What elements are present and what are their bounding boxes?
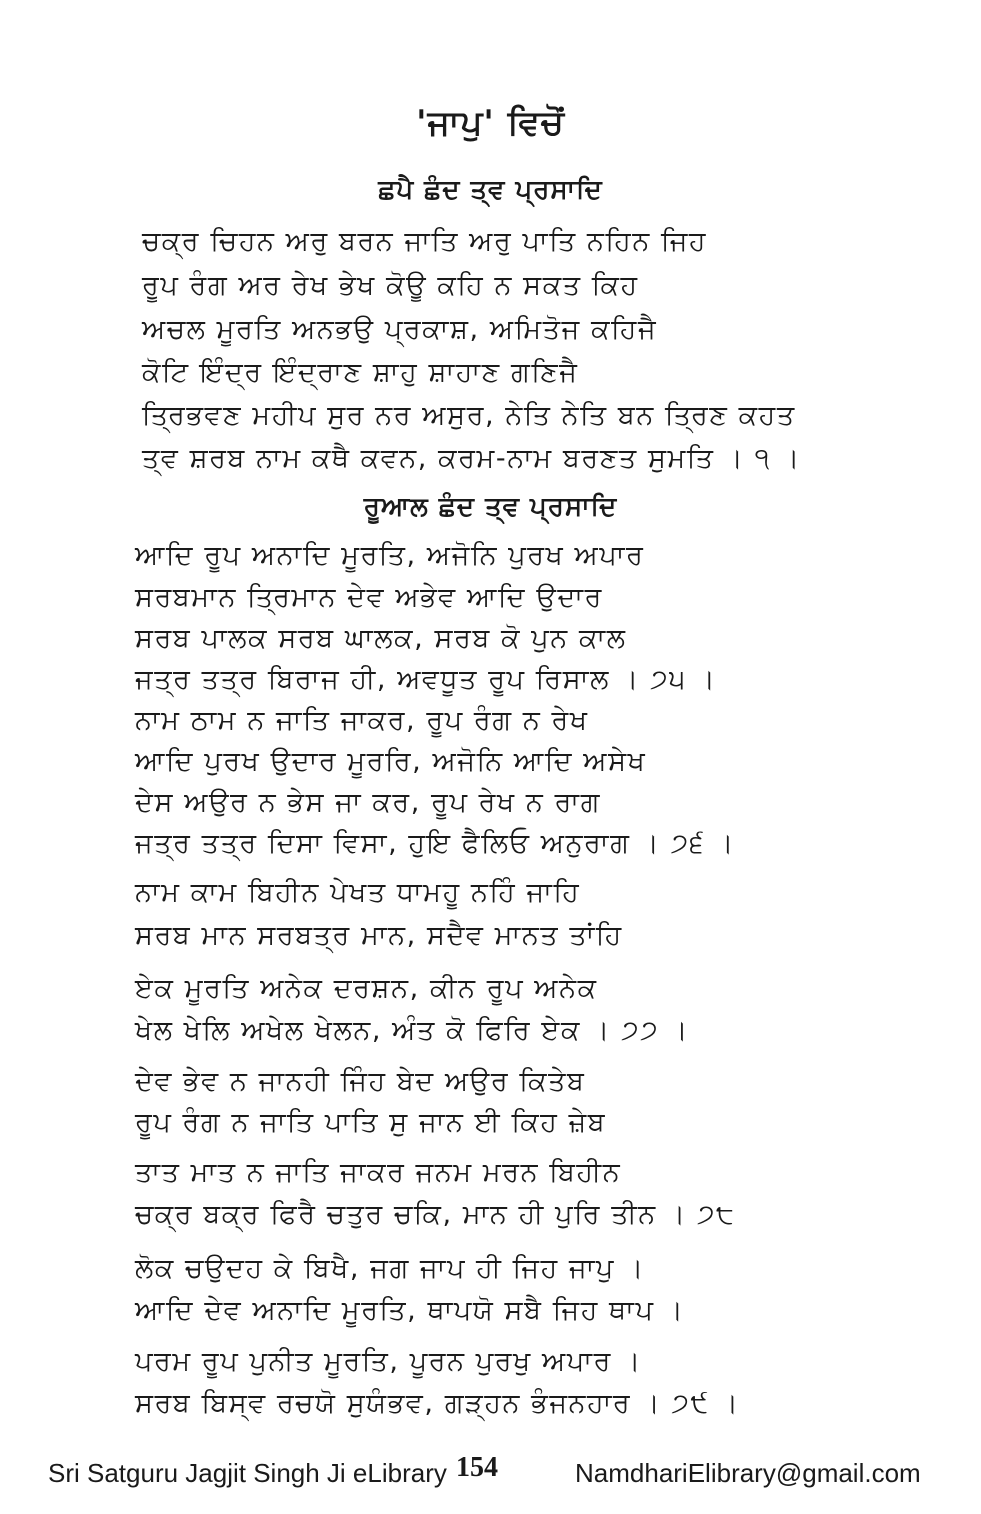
library-credit: Sri Satguru Jagjit Singh Ji eLibrary [48,1458,447,1488]
verse-line: ਚਕ੍ਰ ਬਕ੍ਰ ਫਿਰੈ ਚਤੁਰ ਚਕਿ, ਮਾਨ ਹੀ ਪੁਰਿ ਤੀਨ । ੭੮ [135,1199,736,1230]
page-number: 154 [456,1452,498,1483]
verse-line: ਸਰਬ ਮਾਨ ਸਰਬਤ੍ਰ ਮਾਨ, ਸਦੈਵ ਮਾਨਤ ਤਾਂਹਿ [135,920,623,951]
verse-line: ਸਰਬ ਬਿਸ੍ਵ ਰਚਯੋ ਸੁਯੰਭਵ, ਗੜ੍ਹਨ ਭੰਜਨਹਾਰ । ੭੯ । [135,1388,740,1419]
verse-line: ਰੂਪ ਰੰਗ ਨ ਜਾਤਿ ਪਾਤਿ ਸੁ ਜਾਨ ਈ ਕਿਹ ਜ਼ੇਬ [135,1107,607,1138]
verse-line: ਤਾਤ ਮਾਤ ਨ ਜਾਤਿ ਜਾਕਰ ਜਨਮ ਮਰਨ ਬਿਹੀਨ [135,1157,622,1188]
verse-line: ਨਾਮ ਠਾਮ ਨ ਜਾਤਿ ਜਾਕਰ, ਰੂਪ ਰੰਗ ਨ ਰੇਖ [135,705,589,736]
section-heading-chhapai: ਛਪੈ ਛੰਦ ਤ੍ਵ ਪ੍ਰਸਾਦਿ [378,175,603,205]
verse-line: ਨਾਮ ਕਾਮ ਬਿਹੀਨ ਪੇਖਤ ਧਾਮਹੂ ਨਹਿੰ ਜਾਹਿ [135,877,581,908]
section-heading-ruaal: ਰੂਆਲ ਛੰਦ ਤ੍ਵ ਪ੍ਰਸਾਦਿ [363,492,618,522]
verse-line: ਜਤ੍ਰ ਤਤ੍ਰ ਦਿਸਾ ਵਿਸਾ, ਹੁਇ ਫੈਲਿਓ ਅਨੁਰਾਗ । ੭੬ । [135,828,735,859]
verse-line: ਤ੍ਵ ਸ਼ਰਬ ਨਾਮ ਕਥੈ ਕਵਨ, ਕਰਮ-ਨਾਮ ਬਰਣਤ ਸੁਮਤਿ । ੧ । [142,443,801,474]
page-title: 'ਜਾਪੁ' ਵਿਚੋਂ [416,103,565,143]
verse-line: ਰੂਪ ਰੰਗ ਅਰ ਰੇਖ ਭੇਖ ਕੋਊ ਕਹਿ ਨ ਸਕਤ ਕਿਹ [142,270,639,301]
contact-email: NamdhariElibrary@gmail.com [575,1458,921,1488]
verse-line: ਕੋਟਿ ਇੰਦ੍ਰ ਇੰਦ੍ਰਾਣ ਸ਼ਾਹੁ ਸ਼ਾਹਾਣ ਗਣਿਜੈ [142,357,579,388]
verse-line: ਪਰਮ ਰੂਪ ਪੁਨੀਤ ਮੂਰਤਿ, ਪੂਰਨ ਪੁਰਖੁ ਅਪਾਰ । [135,1346,642,1377]
verse-line: ਆਦਿ ਦੇਵ ਅਨਾਦਿ ਮੂਰਤਿ, ਥਾਪਯੋ ਸਬੈ ਜਿਹ ਥਾਪ । [135,1295,685,1326]
verse-line: ਸਰਬਮਾਨ ਤ੍ਰਿਮਾਨ ਦੇਵ ਅਭੇਵ ਆਦਿ ਉਦਾਰ [135,582,603,613]
verse-line: ਲੋਕ ਚਉਦਹ ਕੇ ਬਿਖੈ, ਜਗ ਜਾਪ ਹੀ ਜਿਹ ਜਾਪੁ । [135,1253,645,1284]
verse-line: ਦੇਸ ਅਉਰ ਨ ਭੇਸ ਜਾ ਕਰ, ਰੂਪ ਰੇਖ ਨ ਰਾਗ [135,787,602,818]
verse-line: ਸਰਬ ਪਾਲਕ ਸਰਬ ਘਾਲਕ, ਸਰਬ ਕੋ ਪੁਨ ਕਾਲ [135,623,627,654]
verse-line: ਤ੍ਰਿਭਵਣ ਮਹੀਪ ਸੁਰ ਨਰ ਅਸੁਰ, ਨੇਤਿ ਨੇਤਿ ਬਨ ਤ੍ਰਿਣ ਕਹਤ [142,400,796,431]
verse-line: ਜਤ੍ਰ ਤਤ੍ਰ ਬਿਰਾਜ ਹੀ, ਅਵਧੂਤ ਰੂਪ ਰਿਸਾਲ । ੭੫ । [135,664,717,695]
verse-line: ਚਕ੍ਰ ਚਿਹਨ ਅਰੁ ਬਰਨ ਜਾਤਿ ਅਰੁ ਪਾਤਿ ਨਹਿਨ ਜਿਹ [142,226,708,257]
verse-line: ਆਦਿ ਪੁਰਖ ਉਦਾਰ ਮੂਰਰਿ, ਅਜੋਨਿ ਆਦਿ ਅਸੇਖ [135,746,647,777]
verse-line: ਅਚਲ ਮੂਰਤਿ ਅਨਭਉ ਪ੍ਰਕਾਸ਼, ਅਮਿਤੋਜ ਕਹਿਜੈ [142,314,658,345]
verse-line: ਏਕ ਮੂਰਤਿ ਅਨੇਕ ਦਰਸ਼ਨ, ਕੀਨ ਰੂਪ ਅਨੇਕ [135,973,598,1004]
verse-line: ਆਦਿ ਰੂਪ ਅਨਾਦਿ ਮੂਰਤਿ, ਅਜੋਨਿ ਪੁਰਖ ਅਪਾਰ [135,540,645,571]
verse-line: ਖੇਲ ਖੇਲਿ ਅਖੇਲ ਖੇਲਨ, ਅੰਤ ਕੋ ਫਿਰਿ ਏਕ । ੭੭ । [135,1015,690,1046]
verse-line: ਦੇਵ ਭੇਵ ਨ ਜਾਨਹੀ ਜਿੰਹ ਬੇਦ ਅਉਰ ਕਿਤੇਬ [135,1066,586,1097]
